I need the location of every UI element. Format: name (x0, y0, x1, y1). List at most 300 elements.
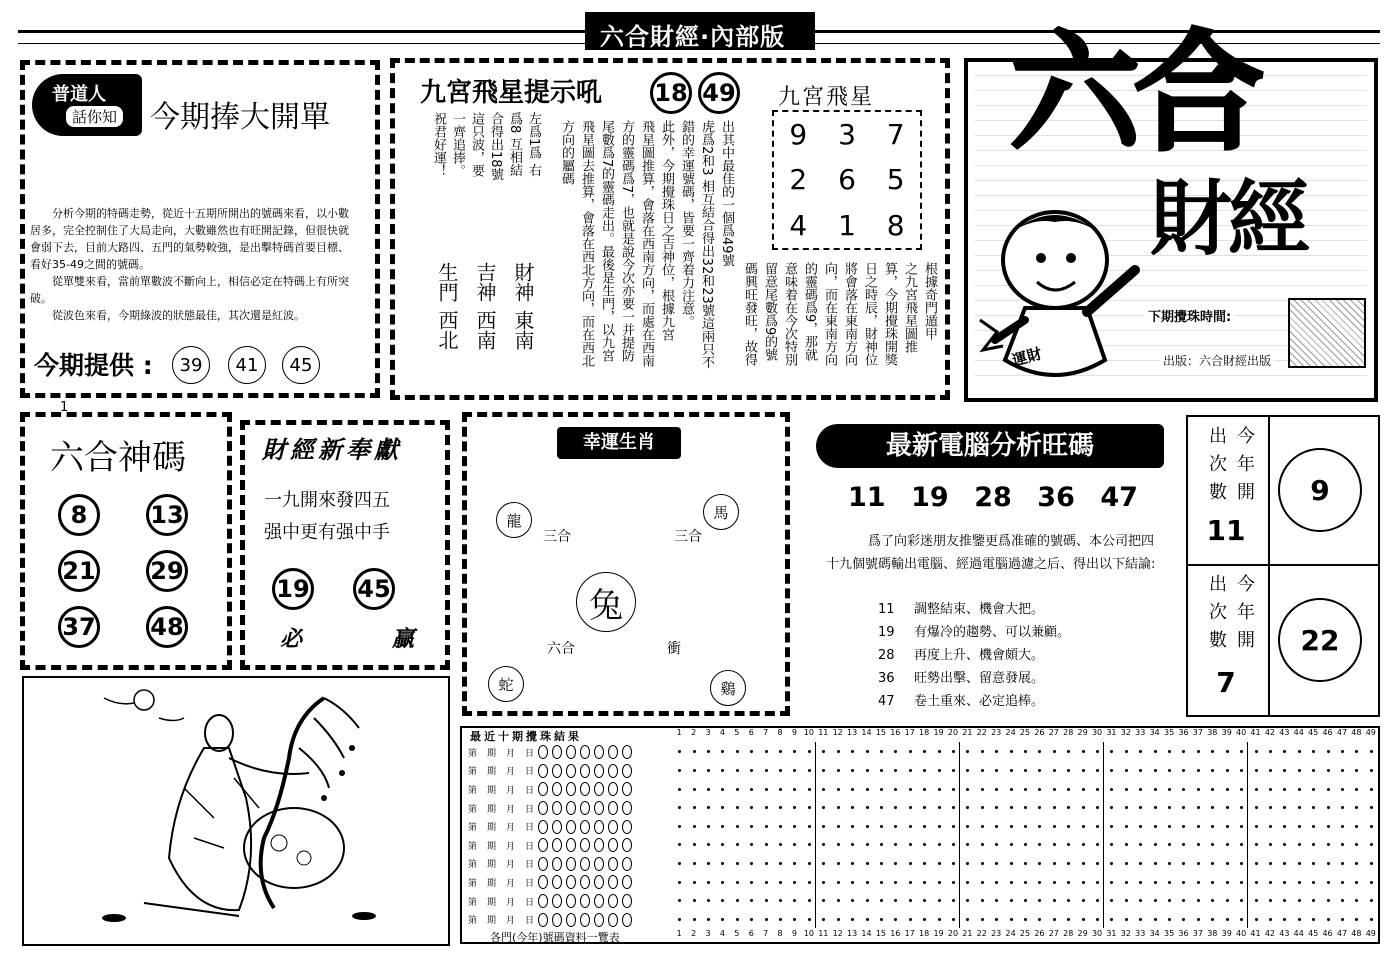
results-grid-dot (1110, 769, 1113, 772)
god-name: 吉神 (473, 262, 497, 302)
results-number-label: 46 (1322, 929, 1333, 938)
side-column: 這只波，要 (469, 112, 484, 177)
results-grid-dot (1226, 825, 1229, 828)
results-grid-dot (938, 750, 941, 753)
results-grid-dot (721, 881, 724, 884)
results-grid-dot (1255, 769, 1258, 772)
results-grid-dot (880, 918, 883, 921)
star-text-column: 飛星圖推算，會落在西南方向，而處在西南 (639, 120, 654, 367)
results-grid-dot (1211, 862, 1214, 865)
results-grid-dot (1125, 862, 1128, 865)
results-grid-dot (1255, 843, 1258, 846)
god-direction: 西北 (435, 310, 459, 350)
results-grid-dot (779, 806, 782, 809)
star-right-columns (738, 262, 938, 387)
side-column: 左爲1爲 右 (526, 112, 541, 177)
results-grid-dot (1255, 918, 1258, 921)
provide-number: 45 (282, 346, 320, 384)
computer-item-text: 有爆冷的趨勢、可以兼顧。 (914, 625, 1071, 640)
results-grid-dot (1168, 825, 1171, 828)
results-grid-dot (952, 750, 955, 753)
provide-number: 39 (172, 346, 210, 384)
god-direction: 東南 (511, 310, 535, 350)
grid-cell: 5 (886, 163, 905, 197)
results-row-label (468, 763, 664, 780)
results-grid-dot (822, 899, 825, 902)
results-ball-slot (622, 782, 632, 796)
results-grid-dot (909, 769, 912, 772)
results-grid-dot (1082, 750, 1085, 753)
computer-item-num: 28 (878, 648, 895, 663)
results-grid-dot (995, 862, 998, 865)
results-grid-dot (750, 769, 753, 772)
results-grid-dot (1197, 843, 1200, 846)
results-ball-slot (538, 745, 548, 759)
results-ball-slot (608, 913, 618, 927)
results-grid-dot (1240, 769, 1243, 772)
results-grid-dot (866, 899, 869, 902)
results-grid-dot (1168, 750, 1171, 753)
results-grid-dot (678, 881, 681, 884)
results-grid-dot (894, 825, 897, 828)
results-grid-dot (1182, 843, 1185, 846)
results-grid-dot (1168, 806, 1171, 809)
results-row-label (468, 781, 664, 798)
results-row-label (468, 818, 664, 835)
results-grid-dot (1240, 862, 1243, 865)
results-grid-dot (981, 918, 984, 921)
results-grid-dot (923, 769, 926, 772)
results-grid-dot (1240, 918, 1243, 921)
results-grid-dot (707, 788, 710, 791)
god-direction: 西南 (473, 310, 497, 350)
results-grid-dot (981, 862, 984, 865)
results-number-label: 25 (1019, 929, 1031, 938)
results-number-label: 20 (947, 728, 959, 737)
results-grid-dot (1283, 750, 1286, 753)
results-grid-dot (1110, 806, 1113, 809)
results-number-label: 4 (719, 728, 725, 737)
results-number-label: 28 (1063, 728, 1074, 737)
results-grid-dot (1327, 788, 1330, 791)
results-grid-dot (1082, 918, 1085, 921)
results-row-label-cell: 期 (487, 897, 497, 908)
results-grid-dot (837, 881, 840, 884)
results-grid-dot (837, 788, 840, 791)
results-grid-dot (1067, 750, 1070, 753)
results-grid-dot (880, 750, 883, 753)
results-grid-dot (808, 825, 811, 828)
results-grid-dot (793, 825, 796, 828)
results-grid-dot (765, 769, 768, 772)
analysis-paragraph: 分析今期的特碼走勢，從近十五期所開出的號碼來看，以小數居多，完全控制住了大局走向，大數雖然也有旺開記錄，但很快就會弱下去，目前大路四、五門的氣勢較強，是出擊特碼首要目標、看好35-49之間的號碼。 (30, 207, 349, 271)
results-number-label: 20 (947, 929, 959, 938)
results-grid-dot (1038, 918, 1041, 921)
results-grid-dot (1197, 862, 1200, 865)
results-grid-dot (1197, 881, 1200, 884)
results-number-label: 19 (933, 728, 944, 737)
results-grid-dot (851, 862, 854, 865)
results-grid-dot (1067, 862, 1070, 865)
results-grid-dot (1168, 862, 1171, 865)
results-grid-dot (1154, 806, 1157, 809)
results-footer: 各門(今年)號碼資料一覽表 (490, 931, 620, 944)
results-grid-dot (1226, 806, 1229, 809)
analysis-paragraph: 從單雙來看，當前單數波不斷向上，相信必定在特碼上有所突破。 (30, 275, 349, 305)
results-grid-dot (837, 843, 840, 846)
results-grid-dot (1240, 750, 1243, 753)
results-grid-dot (1355, 806, 1358, 809)
results-row-label-cell: 月 (506, 860, 516, 871)
results-grid-dot (1024, 843, 1027, 846)
results-number-label: 15 (875, 728, 886, 737)
stats-divider-v (1268, 415, 1270, 717)
stats-count: 7 (1216, 666, 1236, 699)
results-number-label: 38 (1207, 929, 1218, 938)
results-ball-slot (552, 838, 562, 852)
star-text-column: 錯的幸運號碼，皆要一齊着力注意。 (679, 120, 694, 328)
provide-label: 今期提供 : (34, 351, 153, 380)
results-grid-dot (1024, 862, 1027, 865)
results-grid-dot (851, 918, 854, 921)
results-grid-dot (1024, 806, 1027, 809)
results-ball-slot (552, 782, 562, 796)
results-row-label-cell: 期 (487, 916, 497, 927)
star-right-column: 將會落在東南方向 (842, 262, 857, 366)
results-grid-dot (1110, 862, 1113, 865)
results-grid-dot (1298, 788, 1301, 791)
provide-number: 41 (228, 346, 266, 384)
star-text-column: 出其中最佳的一個爲49號 (719, 120, 734, 267)
grid-cell: 7 (886, 118, 905, 152)
results-grid-dot (808, 881, 811, 884)
results-grid-dot (1010, 825, 1013, 828)
grid-cell: 9 (789, 118, 808, 152)
results-grid-dot (1226, 769, 1229, 772)
finance-gift-must: 必 (280, 627, 303, 652)
results-grid-dot (1125, 769, 1128, 772)
results-number-label: 31 (1106, 929, 1117, 938)
results-grid-dot (894, 899, 897, 902)
results-number-label: 13 (847, 929, 858, 938)
results-left-grid (462, 742, 668, 928)
results-ball-slot (552, 820, 562, 834)
results-grid-dot (1312, 788, 1315, 791)
results-grid-dot (995, 881, 998, 884)
results-row-label-cell: 第 (468, 823, 478, 834)
results-grid-dot (693, 918, 696, 921)
results-grid-dot (1182, 750, 1185, 753)
results-grid-dot (1370, 769, 1373, 772)
results-number-label: 17 (904, 728, 915, 737)
results-grid-dot (822, 843, 825, 846)
results-number-label: 27 (1048, 929, 1059, 938)
results-grid-dot (1226, 881, 1229, 884)
results-grid-dot (837, 806, 840, 809)
results-ball-slot (594, 782, 604, 796)
results-grid-dot (793, 769, 796, 772)
computer-list (878, 598, 1070, 713)
computer-number: 19 (911, 482, 949, 513)
results-number-label: 22 (976, 728, 987, 737)
results-ball-slot (622, 801, 632, 815)
results-grid-dot (721, 899, 724, 902)
results-number-label: 14 (861, 929, 872, 938)
results-grid-dot (1024, 881, 1027, 884)
results-ball-slot (552, 875, 562, 889)
results-row-label-cell: 日 (525, 767, 535, 778)
computer-item-text: 調整結束、機會大把。 (914, 602, 1045, 617)
results-grid-dot (736, 899, 739, 902)
results-grid-dot (765, 881, 768, 884)
results-grid-dot (1341, 769, 1344, 772)
results-grid-dot (966, 881, 969, 884)
results-grid-dot (1139, 750, 1142, 753)
god-code-number: 21 (58, 550, 100, 592)
results-grid-dot (1168, 769, 1171, 772)
results-grid-dot (1182, 918, 1185, 921)
results-grid-dot (894, 918, 897, 921)
results-number-label: 45 (1308, 929, 1319, 938)
results-grid-dot (779, 862, 782, 865)
results-grid-dot (894, 769, 897, 772)
god-code-number: 29 (146, 550, 188, 592)
results-grid-dot (1082, 862, 1085, 865)
results-ball-slot (580, 820, 590, 834)
star-text-column: 方的靈碼爲7，也就是說今次亦要一并提防 (619, 120, 634, 363)
results-grid-dot (1154, 825, 1157, 828)
results-grid-dot (1154, 918, 1157, 921)
results-ball-slot (538, 764, 548, 778)
results-grid-dot (952, 862, 955, 865)
results-grid-dot (1226, 862, 1229, 865)
results-grid-dot (923, 788, 926, 791)
results-grid-dot (822, 825, 825, 828)
results-grid-dot (765, 862, 768, 865)
results-ball-slot (622, 764, 632, 778)
computer-number: 36 (1037, 482, 1075, 513)
results-grid-dot (966, 899, 969, 902)
results-row-label-cell: 月 (506, 897, 516, 908)
computer-item-num: 11 (878, 602, 895, 617)
results-grid-dot (1240, 881, 1243, 884)
results-grid-dot (779, 843, 782, 846)
results-grid-dot (952, 825, 955, 828)
results-grid-dot (1125, 788, 1128, 791)
results-number-label: 42 (1264, 929, 1276, 938)
zodiac-label-br: 衝 (667, 641, 681, 657)
results-grid-dot (793, 918, 796, 921)
results-grid-dot (880, 862, 883, 865)
results-number-label: 41 (1250, 929, 1261, 938)
results-column-separator (815, 742, 816, 928)
results-grid-dot (750, 899, 753, 902)
results-grid-dot (938, 899, 941, 902)
results-grid-dot (1125, 881, 1128, 884)
results-grid-dot (1269, 862, 1272, 865)
star-right-column: 根據奇門遁甲 (922, 262, 937, 340)
results-grid-dot (1168, 788, 1171, 791)
results-grid-dot (909, 750, 912, 753)
results-grid-dot (938, 881, 941, 884)
results-grid-dot (995, 769, 998, 772)
results-ball-slot (622, 894, 632, 908)
results-grid-dot (779, 881, 782, 884)
results-grid-dot (1197, 918, 1200, 921)
stats-col-b: 出次數 (1206, 426, 1227, 510)
star-right-column: 的靈碼爲9，那就 (802, 262, 817, 362)
results-grid-dot (1168, 881, 1171, 884)
results-grid-dot (1024, 918, 1027, 921)
results-grid-dot (1355, 750, 1358, 753)
results-ball-slot (538, 913, 548, 927)
results-grid-dot (1312, 862, 1315, 865)
results-grid-dot (1255, 825, 1258, 828)
results-grid-dot (678, 788, 681, 791)
results-grid-dot (765, 918, 768, 921)
results-number-label: 44 (1293, 728, 1304, 737)
results-grid-dot (880, 788, 883, 791)
results-grid-dot (736, 843, 739, 846)
results-grid-dot (866, 788, 869, 791)
results-grid-dot (966, 918, 969, 921)
results-ball-slot (594, 913, 604, 927)
results-grid-dot (1269, 788, 1272, 791)
results-ball-slot (552, 857, 562, 871)
results-grid-dot (1312, 918, 1315, 921)
results-ball-slot (580, 782, 590, 796)
computer-item-num: 36 (878, 671, 895, 686)
results-row-label (468, 911, 664, 928)
results-grid-dot (1312, 899, 1315, 902)
grid-cell: 1 (838, 208, 856, 242)
results-grid-dot (1370, 862, 1373, 865)
results-grid-dot (1355, 769, 1358, 772)
results-grid-dot (866, 918, 869, 921)
results-ball-slot (622, 838, 632, 852)
zodiac-label-tr: 三合 (674, 529, 702, 545)
publisher: 出版：六合財經出版 (1160, 352, 1274, 369)
results-ball-slot (608, 782, 618, 796)
results-grid-dot (1139, 769, 1142, 772)
results-grid-dot (1067, 843, 1070, 846)
results-grid-dot (822, 769, 825, 772)
results-grid-dot (1197, 825, 1200, 828)
results-grid-dot (1096, 750, 1099, 753)
results-ball-slot (594, 838, 604, 852)
finance-gift-win: 贏 (392, 627, 415, 652)
results-grid-dot (1327, 769, 1330, 772)
results-row-label-cell: 第 (468, 860, 478, 871)
stats-col-a: 今年開 (1234, 574, 1255, 658)
results-grid-dot (822, 862, 825, 865)
results-grid-dot (851, 769, 854, 772)
results-grid-dot (966, 769, 969, 772)
results-grid-dot (1197, 788, 1200, 791)
results-grid-dot (1096, 899, 1099, 902)
star-right-column: 算，今期攪珠開獎 (882, 262, 897, 366)
results-ball-slot (608, 745, 618, 759)
results-number-label: 21 (962, 929, 973, 938)
results-grid-dot (1010, 899, 1013, 902)
computer-list-item (878, 690, 1070, 713)
results-number-label: 19 (933, 929, 944, 938)
results-grid-dot (995, 918, 998, 921)
results-grid-dot (1154, 788, 1157, 791)
results-row-label-cell: 月 (506, 767, 516, 778)
results-row-label-cell: 第 (468, 841, 478, 852)
results-number-label: 49 (1365, 929, 1376, 938)
results-row-label-cell: 日 (525, 785, 535, 796)
results-grid-dot (736, 788, 739, 791)
results-ball-slot (594, 875, 604, 889)
results-row-label-cell: 月 (506, 916, 516, 927)
results-grid-dot (721, 843, 724, 846)
god-entry (430, 262, 464, 372)
results-grid-dot (952, 806, 955, 809)
results-row-label-cell: 日 (525, 860, 535, 871)
star-text-column: 方向的屬碼 (559, 120, 574, 185)
results-grid-dot (1370, 881, 1373, 884)
god-code-number: 48 (146, 606, 188, 648)
results-grid-dot (822, 806, 825, 809)
results-grid-dot (1327, 750, 1330, 753)
results-grid-dot (707, 806, 710, 809)
results-grid-dot (1226, 750, 1229, 753)
star-right-column: 向，而在東南方向 (822, 262, 837, 366)
finance-gift-title: 財經新奉獻 (262, 436, 402, 464)
results-grid-dot (793, 750, 796, 753)
grid-cell: 2 (789, 163, 808, 197)
results-grid-dot (1038, 769, 1041, 772)
results-grid-dot (1154, 769, 1157, 772)
results-grid-dot (693, 788, 696, 791)
results-grid-dot (1255, 806, 1258, 809)
results-number-label: 34 (1149, 728, 1160, 737)
results-grid-dot (866, 769, 869, 772)
star-right-column: 碼興旺發旺，故得 (742, 262, 757, 366)
results-grid-dot (1355, 918, 1358, 921)
results-grid-dot (779, 918, 782, 921)
results-grid-dot (966, 750, 969, 753)
results-grid-dot (693, 825, 696, 828)
results-grid-dot (1341, 918, 1344, 921)
results-grid-dot (1125, 899, 1128, 902)
computer-item-text: 旺勢出擊、留意發展。 (914, 671, 1045, 686)
results-column-separator (1103, 742, 1104, 928)
results-grid-dot (1010, 806, 1013, 809)
star-title-number: 49 (698, 72, 740, 114)
results-grid-dot (894, 788, 897, 791)
results-row-label-cell: 第 (468, 748, 478, 759)
results-grid-dot (981, 843, 984, 846)
results-ball-slot (580, 913, 590, 927)
side-column: 一齊追捧。 (450, 112, 465, 177)
stats-count: 11 (1206, 514, 1246, 547)
results-number-label: 33 (1135, 929, 1146, 938)
results-row-label-cell: 日 (525, 823, 535, 834)
results-number-label: 45 (1308, 728, 1319, 737)
results-number-label: 21 (962, 728, 973, 737)
results-grid-dot (707, 769, 710, 772)
results-row-label-cell: 日 (525, 916, 535, 927)
results-grid-dot (894, 862, 897, 865)
results-number-label: 18 (919, 728, 930, 737)
results-ball-slot (566, 838, 576, 852)
results-grid-dot (837, 899, 840, 902)
results-grid-dot (707, 825, 710, 828)
results-number-label: 32 (1120, 929, 1131, 938)
